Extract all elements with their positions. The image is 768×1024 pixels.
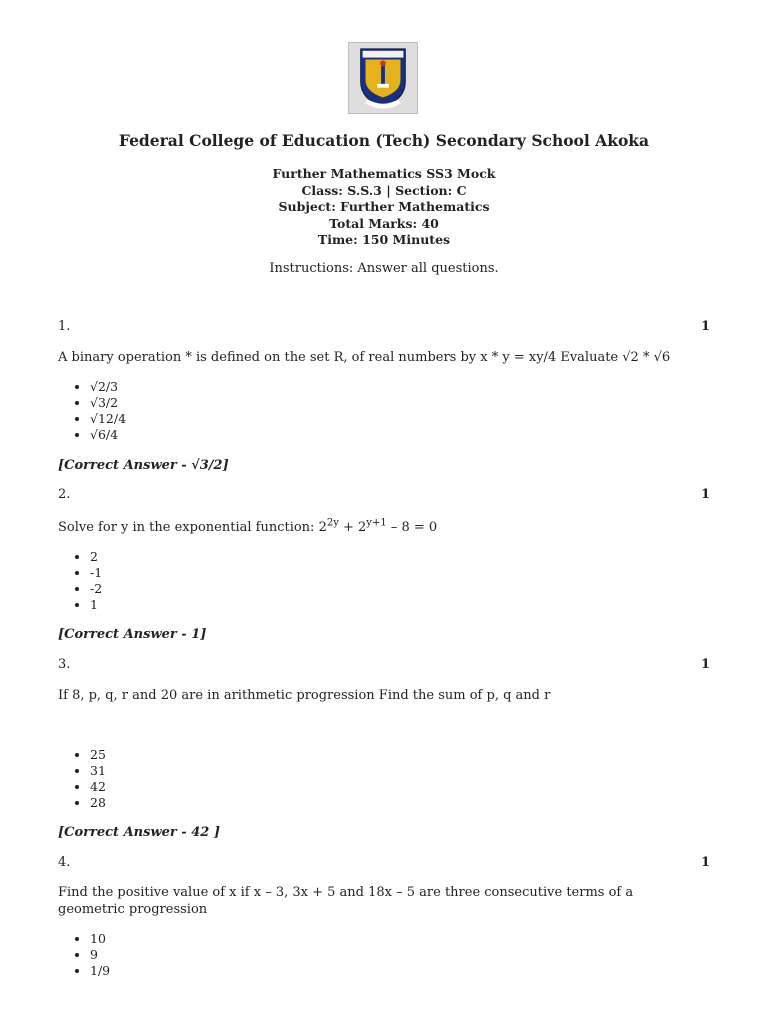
question-text: If 8, p, q, r and 20 are in arithmetic progression Find the sum of p, q and r — [58, 688, 551, 703]
list-item: • √2/3 — [90, 379, 126, 395]
exam-title: Further Mathematics SS3 Mock — [272, 166, 496, 181]
school-logo — [348, 42, 418, 114]
school-name: Federal College of Education (Tech) Secondary School Akoka — [118, 131, 650, 150]
list-item: • 10 — [90, 931, 110, 947]
time-line: Time: 150 Minutes — [317, 232, 451, 247]
list-item: • 1/9 — [90, 963, 110, 979]
question-number: 3. — [58, 657, 71, 672]
question-4-header — [58, 855, 710, 870]
question-text: A binary operation * is defined on the set R, of real numbers by x * y = xy/4 Evaluate √2 * √6 — [58, 350, 671, 365]
question-text: Find the positive value of x if x – 3, 3x + 5 and 18x – 5 are three consecutive terms of a geometric progression — [58, 885, 634, 917]
list-item: • √12/4 — [90, 411, 126, 427]
question-marks: 1 — [700, 855, 710, 870]
options-list — [58, 379, 126, 443]
exponent: 2y — [326, 517, 339, 529]
text-suffix: – 8 = 0 — [386, 520, 438, 535]
list-item: • -2 — [90, 581, 102, 597]
text-mid: + 2 — [338, 520, 367, 535]
instructions: Instructions: Answer all questions. — [269, 261, 499, 276]
list-item: • 42 — [90, 779, 106, 795]
list-item: • 31 — [90, 763, 106, 779]
correct-answer: [Correct Answer - 42 ] — [58, 825, 220, 840]
question-marks: 1 — [700, 319, 710, 334]
total-marks-line: Total Marks: 40 — [329, 215, 439, 231]
question-number: 4. — [58, 855, 71, 870]
list-item: • -1 — [90, 565, 102, 581]
class-line: Class: S.S.3 | Section: C — [301, 182, 467, 198]
question-1-header — [58, 319, 710, 334]
list-item: • 28 — [90, 795, 106, 811]
question-number: 2. — [58, 487, 71, 502]
question-3-header — [58, 657, 710, 672]
subject-line: Subject: Further Mathematics — [278, 199, 490, 214]
correct-answer: [Correct Answer - √3/2] — [58, 458, 229, 473]
exponent: y+1 — [366, 517, 387, 529]
question-text — [58, 519, 698, 536]
options-list — [58, 747, 106, 811]
question-marks: 1 — [700, 657, 710, 672]
correct-answer: [Correct Answer - 1] — [58, 627, 207, 642]
exam-meta — [0, 166, 768, 249]
list-item: • 1 — [90, 597, 102, 613]
question-number: 1. — [58, 319, 71, 334]
list-item: • √3/2 — [90, 395, 126, 411]
list-item: • 25 — [90, 747, 106, 763]
list-item: • √6/4 — [90, 427, 126, 443]
list-item: • 2 — [90, 549, 102, 565]
list-item: • 9 — [90, 947, 110, 963]
school-crest-icon — [349, 43, 417, 113]
options-list — [58, 931, 110, 979]
question-2-header — [58, 487, 710, 502]
options-list — [58, 549, 102, 613]
question-marks: 1 — [700, 487, 710, 502]
text-prefix: Solve for y in the exponential function: 2 — [58, 520, 327, 535]
